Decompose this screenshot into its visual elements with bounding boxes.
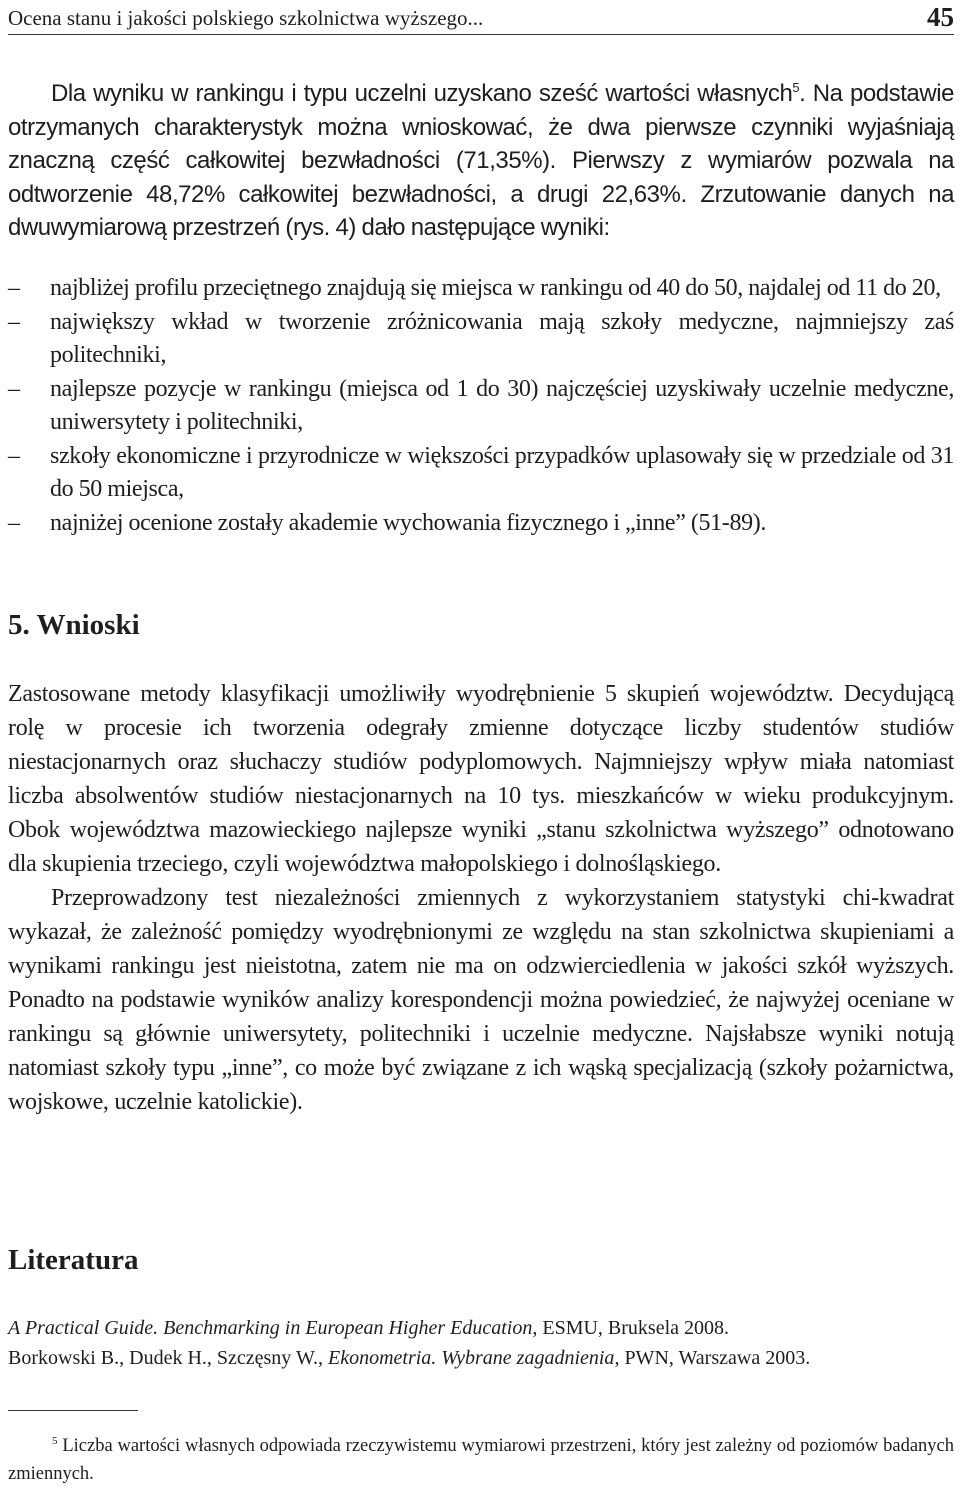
list-item [8,306,954,373]
intro-paragraph [8,71,954,245]
intro-section [8,71,954,245]
running-header [8,0,954,35]
dash-bullet: – [8,442,20,469]
list-item [8,440,954,507]
footnote-reference: 5 [792,80,800,95]
list-item-text: największy wkład w tworzenie zróżnicowania mają szkoły medyczne, najmniejszy zaś politechniki, [50,308,954,368]
footnote-text: Liczba wartości własnych odpowiada rzeczywistemu wymiarowi przestrzeni, który jest zależny od poziomów badanych zmiennych. [8,1436,954,1484]
list-item-text: szkoły ekonomiczne i przyrodnicze w większości przypadków uplasowały się w przedziale od 31 do 50 miejsca, [50,442,954,502]
intro-text-end: . Na podstawie otrzymanych charakterystyk można wnioskować, że dwa pierwsze czynniki wyjaśniają znaczną część całkowitej bezwładności (71,35%). Pierwszy z wymiarów pozwala na odtworzenie 48,72% całkowitej bezwładności, a drugi 22,63%. Zrzutowanie danych na dwuwymiarową przestrzeń (rys. 4) dało następujące wyniki: [8,80,954,241]
reference-item [8,1343,954,1373]
footnote-marker: 5 [52,1435,58,1447]
section-heading-wnioski: 5. Wnioski [8,609,140,641]
reference-authors: Borkowski B., Dudek H., Szczęsny W., [8,1347,328,1369]
reference-list [8,1313,954,1373]
conclusions-paragraph-1: Zastosowane metody klasyfikacji umożliwiły wyodrębnienie 5 skupień województw. Decydującą rolę w procesie ich tworzenia odegrały zmienne dotyczące liczby studentów studiów niestacjonarnych oraz słuchaczy studiów podyplomowych. Najmniejszy wpływ miała natomiast liczba absolwentów studiów niestacjonarnych na 10 tys. mieszkańców w wieku produkcyjnym. Obok województwa mazowieckiego najlepsze wyniki „stanu szkolnictwa wyższego” odnotowano dla skupienia trzeciego, czyli województwa małopolskiego i dolnośląskiego. [8,681,954,877]
reference-details: , ESMU, Bruksela 2008. [532,1317,730,1339]
list-item [8,507,954,541]
list-item [8,272,954,306]
results-list [8,272,954,540]
list-item-text: najbliżej profilu przeciętnego znajdują się miejsca w rankingu od 40 do 50, najdalej od 11 do 20, [50,275,941,301]
intro-text-start: Dla wyniku w rankingu i typu uczelni uzyskano sześć wartości własnych [51,80,793,107]
dash-bullet: – [8,275,20,301]
conclusions-paragraph-2: Przeprowadzony test niezależności zmiennych z wykorzystaniem statystyki chi-kwadrat wykazał, że zależność pomiędzy wyodrębnionymi ze względu na stan szkolnictwa skupieniami a wynikami rankingu jest nieistotna, zatem nie ma on odzwierciedlenia w jakości szkół wyższych. Ponadto na podstawie wyników analizy korespondencji można powiedzieć, że najwyżej oceniane w rankingu są głównie uniwersytety, politechniki i uczelnie medyczne. Najsłabsze wyniki notują natomiast szkoły typu „inne”, co może być związane z ich wąską specjalizacją (szkoły pożarnictwa, wojskowe, uczelnie katolickie). [8,885,954,1115]
list-item-text: najniżej ocenione zostały akademie wychowania fizycznego i „inne” (51-89). [50,509,767,536]
reference-title: A Practical Guide. Benchmarking in European Higher Education [8,1317,533,1339]
page-number: 45 [927,2,954,32]
dash-bullet: – [8,308,20,335]
footnote [8,1427,954,1488]
list-item [8,373,954,440]
running-title: Ocena stanu i jakości polskiego szkolnictwa wyższego... [8,6,484,30]
section-heading-literatura: Literatura [8,1244,139,1276]
dash-bullet: – [8,375,20,402]
reference-item [8,1313,954,1343]
list-item-text: najlepsze pozycje w rankingu (miejsca od 1 do 30) najczęściej uzyskiwały uczelnie medyczne, uniwersytety i politechniki, [50,375,954,435]
conclusions-body [8,677,954,1119]
reference-details: , PWN, Warszawa 2003. [614,1347,811,1369]
footnote-divider [8,1410,138,1411]
dash-bullet: – [8,509,20,536]
reference-title: Ekonometria. Wybrane zagadnienia [327,1347,615,1369]
